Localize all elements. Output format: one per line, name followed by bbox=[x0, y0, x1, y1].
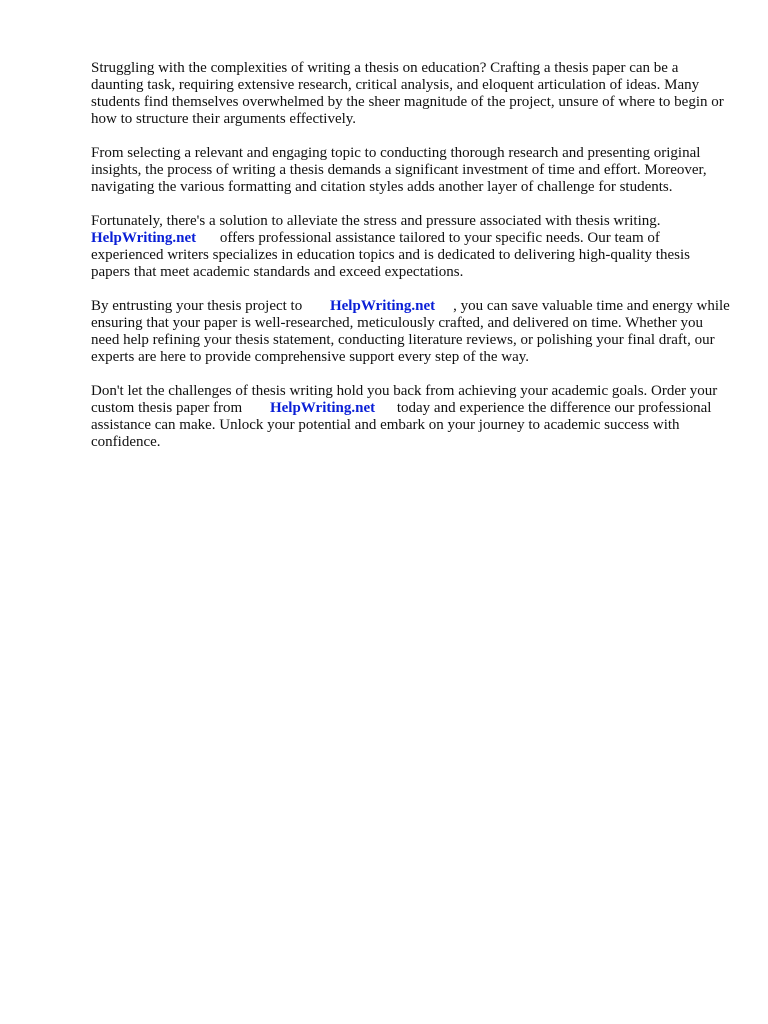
paragraph-solution-text-after: offers professional assistance tailored to your specific needs. Our team of experienced writers specializes in education topics and is dedicated to delivering high-quality thesis papers that meet academic standards and exceed expectations. bbox=[91, 230, 690, 280]
paragraph-closing bbox=[91, 383, 731, 451]
paragraph-closing-text-before: Don't let the challenges of thesis writing hold you back from achieving your academic goals. Order your custom thesis paper from bbox=[91, 383, 718, 416]
paragraph-process: From selecting a relevant and engaging topic to conducting thorough research and presenting original insights, the process of writing a thesis demands a significant investment of time and effort. Moreover, navigating the various formatting and citation styles adds another layer of challenge for students. bbox=[91, 145, 707, 195]
paragraph-entrusting-text-before: By entrusting your thesis project to bbox=[91, 298, 303, 314]
paragraph-entrusting bbox=[91, 298, 731, 366]
document-body bbox=[91, 60, 731, 468]
paragraph-entrusting-text-after: , you can save valuable time and energy while ensuring that your paper is well-researched, meticulously crafted, and delivered on time. Whether you need help refining your thesis statement, conducting literature reviews, or polishing your final draft, our experts are here to provide comprehensive support every step of the way. bbox=[91, 298, 730, 365]
paragraph-intro: Struggling with the complexities of writing a thesis on education? Crafting a thesis paper can be a daunting task, requiring extensive research, critical analysis, and eloquent articulation of ideas. Many students find themselves overwhelmed by the sheer magnitude of the project, unsure of where to begin or how to structure their arguments effectively. bbox=[91, 60, 724, 127]
helpwriting-link[interactable]: HelpWriting.net bbox=[269, 400, 376, 416]
paragraph-closing-text-after: today and experience the difference our professional assistance can make. Unlock your potential and embark on your journey to academic success with confidence. bbox=[91, 400, 712, 450]
paragraph-solution-text-before: Fortunately, there's a solution to alleviate the stress and pressure associated with thesis writing. bbox=[91, 213, 661, 229]
paragraph-solution bbox=[91, 213, 731, 281]
helpwriting-link[interactable]: HelpWriting.net bbox=[329, 298, 436, 314]
helpwriting-link[interactable]: HelpWriting.net bbox=[91, 230, 197, 246]
